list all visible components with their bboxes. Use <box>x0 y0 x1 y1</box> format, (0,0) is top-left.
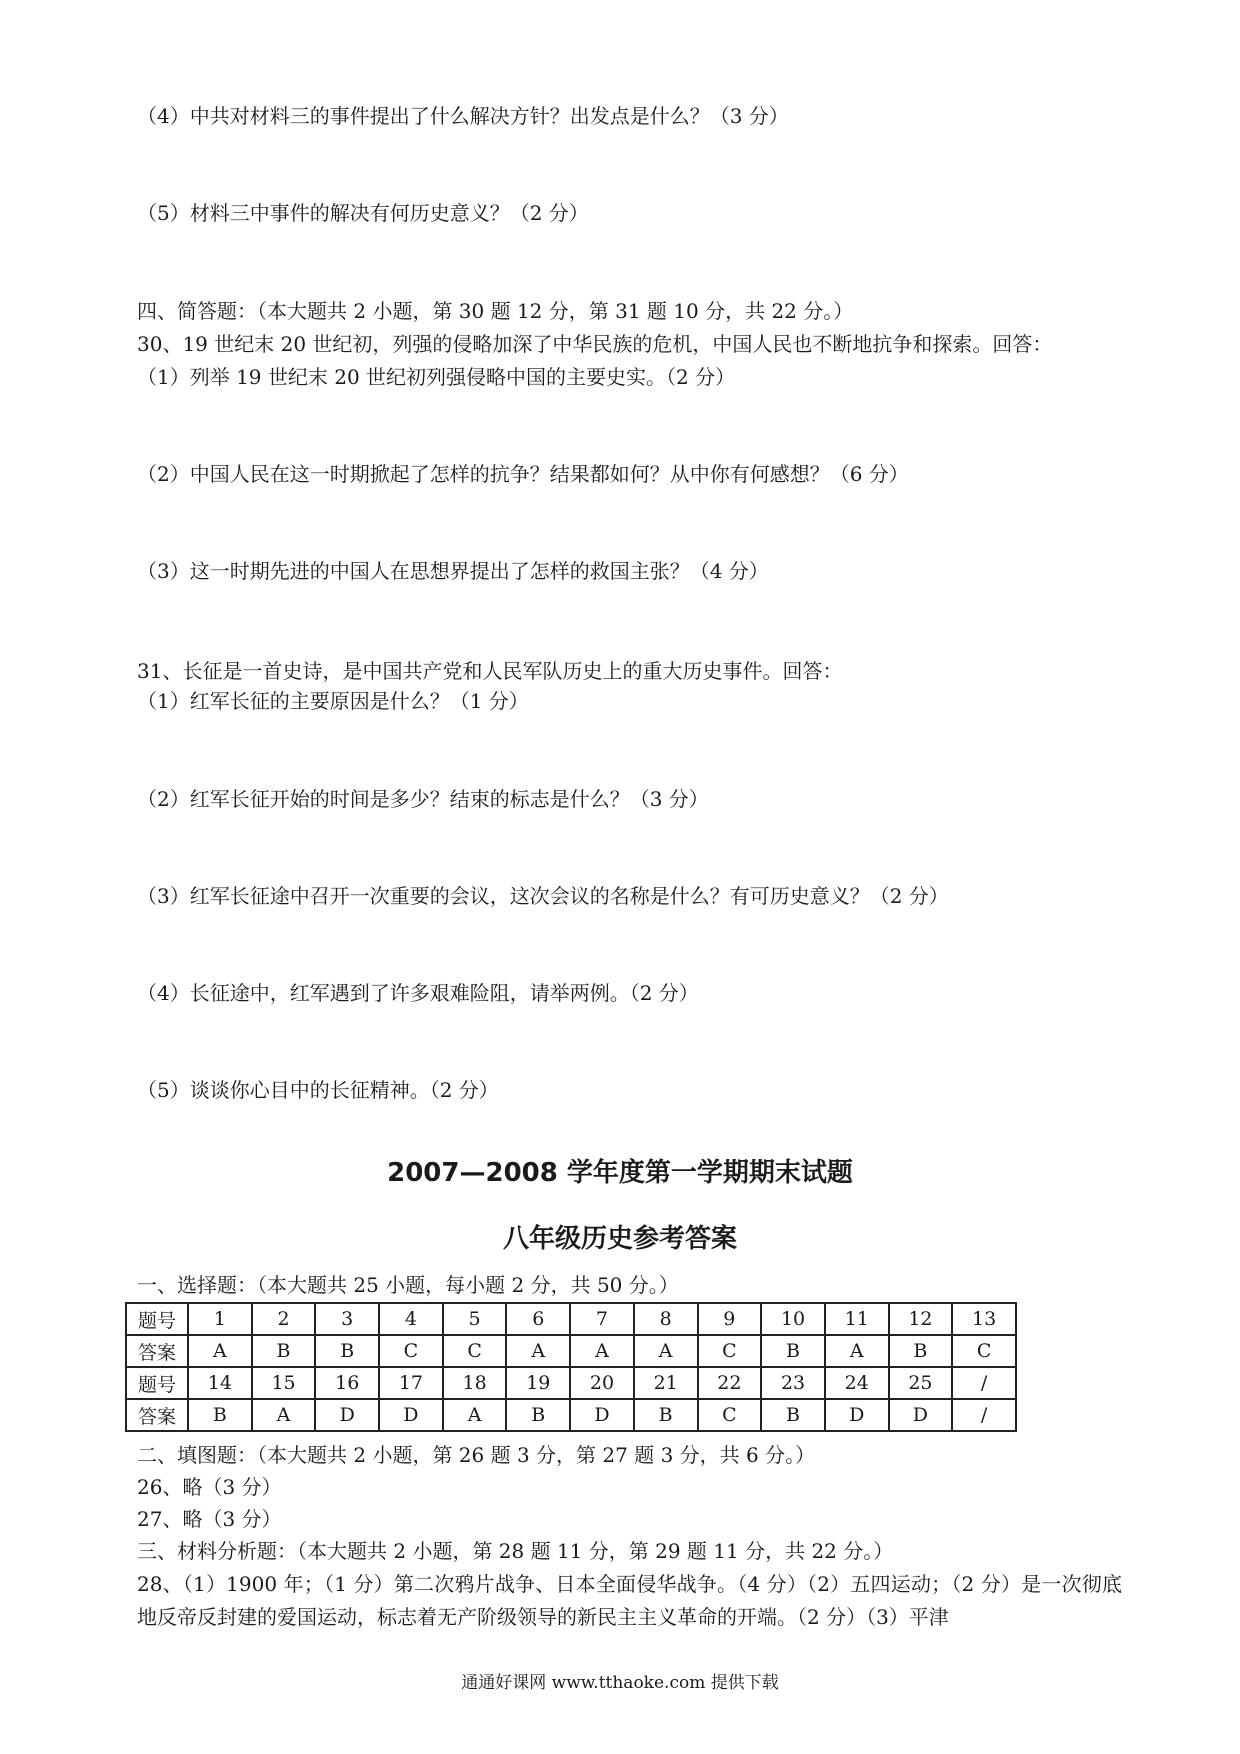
q30-part-3: （3）这一时期先进的中国人在思想界提出了怎样的救国主张？（4 分） <box>137 559 769 583</box>
q31-part-3: （3）红军长征途中召开一次重要的会议，这次会议的名称是什么？有可历史意义？（2 分） <box>137 884 949 908</box>
table-row <box>126 1399 1016 1431</box>
table-cell: C <box>698 1399 762 1431</box>
q29-part-4: （4）中共对材料三的事件提出了什么解决方针？出发点是什么？（3 分） <box>137 104 789 128</box>
q30-part-1: （1）列举 19 世纪末 20 世纪初列强侵略中国的主要史实。（2 分） <box>137 365 736 389</box>
table-cell: 20 <box>570 1367 634 1399</box>
table-cell: 1 <box>188 1303 252 1335</box>
table-cell: B <box>188 1399 252 1431</box>
table-row <box>126 1335 1016 1367</box>
answer-key-subtitle: 八年级历史参考答案 <box>502 1224 737 1254</box>
q29-part-5: （5）材料三中事件的解决有何历史意义？（2 分） <box>137 201 589 225</box>
table-cell: B <box>506 1399 570 1431</box>
table-cell: 25 <box>889 1367 953 1399</box>
table-cell: C <box>379 1335 443 1367</box>
table-cell: D <box>825 1399 889 1431</box>
table-cell: B <box>761 1335 825 1367</box>
table-row-header: 答案 <box>126 1335 188 1367</box>
answer-table <box>125 1302 1017 1432</box>
answer-26: 26、略（3 分） <box>137 1475 282 1499</box>
table-cell: B <box>761 1399 825 1431</box>
table-row-header: 题号 <box>126 1303 188 1335</box>
answer-27: 27、略（3 分） <box>137 1507 282 1531</box>
q30-part-2: （2）中国人民在这一时期掀起了怎样的抗争？结果都如何？从中你有何感想？（6 分） <box>137 462 909 486</box>
table-cell: 16 <box>315 1367 379 1399</box>
table-cell: C <box>952 1335 1016 1367</box>
table-cell: B <box>889 1335 953 1367</box>
q30-stem: 30、19 世纪末 20 世纪初，列强的侵略加深了中华民族的危机，中国人民也不断地抗争和探索。回答： <box>137 332 1053 356</box>
table-cell: D <box>315 1399 379 1431</box>
table-cell: C <box>443 1335 507 1367</box>
table-cell: / <box>952 1399 1016 1431</box>
table-cell: / <box>952 1367 1016 1399</box>
table-cell: 2 <box>252 1303 316 1335</box>
q31-part-1: （1）红军长征的主要原因是什么？（1 分） <box>137 689 529 713</box>
table-row-header: 答案 <box>126 1399 188 1431</box>
table-cell: A <box>634 1335 698 1367</box>
table-row <box>126 1367 1016 1399</box>
table-cell: 15 <box>252 1367 316 1399</box>
table-cell: D <box>570 1399 634 1431</box>
table-cell: C <box>698 1335 762 1367</box>
q31-part-2: （2）红军长征开始的时间是多少？结束的标志是什么？（3 分） <box>137 787 709 811</box>
section3-heading: 三、材料分析题：（本大题共 2 小题，第 28 题 11 分，第 29 题 11 分，共 22 分。） <box>137 1539 894 1563</box>
table-cell: B <box>315 1335 379 1367</box>
table-cell: A <box>506 1335 570 1367</box>
table-cell: A <box>443 1399 507 1431</box>
table-row-header: 题号 <box>126 1367 188 1399</box>
table-cell: 12 <box>889 1303 953 1335</box>
table-cell: 7 <box>570 1303 634 1335</box>
table-cell: A <box>570 1335 634 1367</box>
table-cell: 19 <box>506 1367 570 1399</box>
table-cell: 23 <box>761 1367 825 1399</box>
answer-28: 28、（1）1900 年；（1 分）第二次鸦片战争、日本全面侵华战争。（4 分）（2）五四运动；（2 分）是一次彻底地反帝反封建的爱国运动，标志着无产阶级领导的新民主主义革命的开端。（2 分）（3）平津 <box>137 1572 1122 1629</box>
table-cell: A <box>825 1335 889 1367</box>
section1-heading: 一、选择题：（本大题共 25 小题，每小题 2 分，共 50 分。） <box>137 1273 679 1297</box>
footer: 通通好课网 www.tthaoke.com 提供下载 <box>461 1673 779 1693</box>
table-cell: A <box>252 1399 316 1431</box>
table-cell: D <box>889 1399 953 1431</box>
table-cell: 9 <box>698 1303 762 1335</box>
table-cell: 4 <box>379 1303 443 1335</box>
q31-part-4: （4）长征途中，红军遇到了许多艰难险阻，请举两例。（2 分） <box>137 981 699 1005</box>
section4-heading: 四、简答题：（本大题共 2 小题，第 30 题 12 分，第 31 题 10 分，共 22 分。） <box>137 299 854 323</box>
table-cell: 13 <box>952 1303 1016 1335</box>
table-cell: D <box>379 1399 443 1431</box>
table-row <box>126 1303 1016 1335</box>
table-cell: 3 <box>315 1303 379 1335</box>
table-cell: 24 <box>825 1367 889 1399</box>
table-cell: 18 <box>443 1367 507 1399</box>
table-cell: 6 <box>506 1303 570 1335</box>
table-cell: 11 <box>825 1303 889 1335</box>
table-cell: 10 <box>761 1303 825 1335</box>
answer-key-title: 2007—2008 学年度第一学期期末试题 <box>387 1158 853 1188</box>
table-cell: 8 <box>634 1303 698 1335</box>
table-cell: 14 <box>188 1367 252 1399</box>
table-cell: B <box>252 1335 316 1367</box>
q31-part-5: （5）谈谈你心目中的长征精神。（2 分） <box>137 1078 499 1102</box>
table-cell: B <box>634 1399 698 1431</box>
section2-heading: 二、填图题：（本大题共 2 小题，第 26 题 3 分，第 27 题 3 分，共 6 分。） <box>137 1443 816 1467</box>
table-cell: 21 <box>634 1367 698 1399</box>
table-cell: 5 <box>443 1303 507 1335</box>
q31-stem: 31、长征是一首史诗，是中国共产党和人民军队历史上的重大历史事件。回答： <box>137 659 843 683</box>
table-cell: 17 <box>379 1367 443 1399</box>
table-cell: A <box>188 1335 252 1367</box>
table-cell: 22 <box>698 1367 762 1399</box>
